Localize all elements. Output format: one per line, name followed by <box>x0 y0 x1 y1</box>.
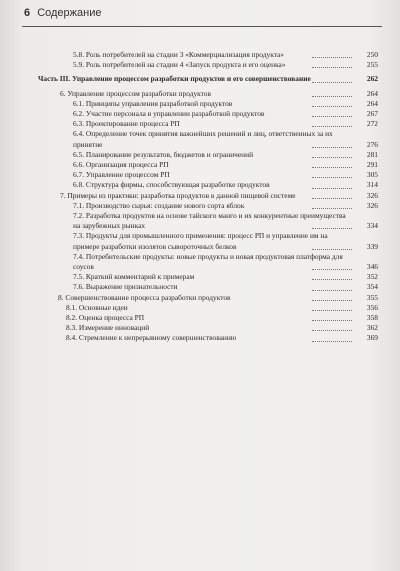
toc-entry-title: 5.8. Роль потребителей на стадии 3 «Коммерциализация продукта» <box>73 50 285 59</box>
toc-entry[interactable] <box>38 323 378 333</box>
toc-entry-page: 255 <box>366 60 378 70</box>
toc-entry-title: 6.8. Структура фирмы, способствующая разработке продуктов <box>73 180 270 190</box>
table-of-contents <box>38 50 378 344</box>
toc-entry-title: 6. Управление процессом разработки продуктов <box>60 88 211 98</box>
toc-entry-title: 7.2. Разработка продуктов на основе тайского манго и их конкурентные преимущества на зарубежных рынках <box>73 211 346 231</box>
toc-leader-dots <box>312 177 352 178</box>
toc-leader-dots <box>312 310 352 311</box>
toc-entry-title: 8. Совершенствование процесса разработки продуктов <box>58 292 231 302</box>
toc-entry[interactable] <box>38 74 378 84</box>
toc-leader-dots <box>312 157 352 158</box>
toc-entry[interactable] <box>38 201 378 211</box>
toc-leader-dots <box>312 249 352 250</box>
toc-entry[interactable] <box>38 252 378 272</box>
toc-entry-title: 7. Примеры из практики: разработка продуктов в данной пищевой системе <box>60 190 296 200</box>
toc-entry[interactable] <box>38 231 378 251</box>
toc-entry[interactable] <box>38 282 378 292</box>
toc-entry-page: 346 <box>366 262 378 272</box>
toc-leader-dots <box>312 116 352 117</box>
toc-entry-title: 6.4. Определение точек принятия важнейших решений и лиц, ответственных за их принятие <box>73 129 333 149</box>
toc-entry[interactable] <box>38 211 378 231</box>
page-header <box>24 7 101 19</box>
toc-leader-dots <box>312 147 352 148</box>
toc-entry-page: 355 <box>366 292 378 302</box>
toc-leader-dots <box>312 300 352 301</box>
toc-entry-title: 7.6. Выражение признательности <box>73 282 178 292</box>
toc-leader-dots <box>312 208 352 209</box>
toc-entry-page: 314 <box>366 180 378 190</box>
toc-leader-dots <box>312 330 352 331</box>
toc-entry-page: 250 <box>366 50 378 59</box>
toc-entry[interactable] <box>38 119 378 129</box>
toc-entry-page: 291 <box>366 160 378 170</box>
toc-entry[interactable] <box>38 60 378 70</box>
toc-leader-dots <box>312 269 352 270</box>
toc-entry-page: 262 <box>366 74 378 84</box>
page-number: 6 <box>24 7 31 19</box>
toc-leader-dots <box>312 96 352 97</box>
toc-entry-title: 7.1. Производство сырья: создание нового сорта яблок <box>73 200 245 210</box>
toc-entry[interactable] <box>38 160 378 170</box>
toc-leader-dots <box>312 67 352 68</box>
toc-entry[interactable] <box>38 180 378 190</box>
toc-leader-dots <box>312 341 352 342</box>
toc-entry-title: 8.1. Основные идеи <box>66 302 128 312</box>
header-rule <box>22 26 382 27</box>
toc-entry-title: 5.9. Роль потребителей на стадии 4 «Запуск продукта и его оценка» <box>73 60 286 70</box>
page-title: Содержание <box>37 7 102 19</box>
toc-leader-dots <box>312 188 352 189</box>
toc-entry-page: 305 <box>366 170 378 180</box>
toc-entry[interactable] <box>38 89 378 99</box>
toc-leader-dots <box>312 126 352 127</box>
toc-entry-title: Часть III. Управление процессом разработки продуктов и его совершенствование <box>38 74 311 84</box>
toc-entry[interactable] <box>38 129 378 149</box>
toc-leader-dots <box>312 167 352 168</box>
toc-entry[interactable] <box>38 293 378 303</box>
toc-entry-title: 6.3. Проектирование процесса РП <box>73 119 180 129</box>
toc-entry-page: 276 <box>366 139 378 149</box>
toc-entry[interactable] <box>38 191 378 201</box>
toc-entry[interactable] <box>38 150 378 160</box>
toc-entry-page: 352 <box>366 272 378 282</box>
toc-entry-title: 7.5. Краткий комментарий к примерам <box>73 272 195 282</box>
toc-entry[interactable] <box>38 50 378 60</box>
toc-entry-page: 362 <box>366 323 378 333</box>
toc-entry[interactable] <box>38 272 378 282</box>
toc-entry-title: 6.7. Управление процессом РП <box>73 170 170 180</box>
toc-entry-title: 6.2. Участие персонала в управлении разработкой продуктов <box>73 109 265 119</box>
toc-entry-title: 7.4. Потребительские продукты: новые продукты и новая продуктовая платформа для соусов <box>73 251 343 272</box>
toc-entry[interactable] <box>38 303 378 313</box>
toc-entry-title: 8.2. Оценка процесса РП <box>66 313 145 323</box>
toc-entry-page: 369 <box>366 333 378 343</box>
toc-entry-title: 7.3. Продукты для промышленного применения: процесс РП и управление им на примере разработки изолятов сывороточных белков <box>73 231 328 251</box>
toc-entry-page: 272 <box>366 119 378 129</box>
toc-entry-page: 354 <box>366 282 378 292</box>
toc-entry[interactable] <box>38 333 378 343</box>
toc-entry[interactable] <box>38 109 378 119</box>
toc-leader-dots <box>312 106 352 107</box>
toc-entry-page: 356 <box>366 302 378 312</box>
toc-entry-title: 8.4. Стремление к непрерывному совершенствованию <box>66 333 237 343</box>
toc-entry-page: 358 <box>366 313 378 323</box>
toc-entry-title: 6.1. Принципы управления разработкой продуктов <box>73 98 233 108</box>
toc-entry-title: 8.3. Измерение инноваций <box>66 323 150 333</box>
toc-entry[interactable] <box>38 313 378 323</box>
toc-leader-dots <box>312 57 352 58</box>
toc-leader-dots <box>312 320 352 321</box>
toc-entry-title: 6.6. Организация процесса РП <box>73 160 169 170</box>
toc-leader-dots <box>312 198 352 199</box>
toc-entry-page: 281 <box>366 149 378 159</box>
toc-entry-title: 6.5. Планирование результатов, бюджетов и ограничений <box>73 149 254 159</box>
toc-entry[interactable] <box>38 170 378 180</box>
toc-entry-page: 264 <box>366 98 378 108</box>
toc-entry-page: 326 <box>366 190 378 200</box>
toc-leader-dots <box>312 82 352 83</box>
toc-leader-dots <box>312 290 352 291</box>
toc-entry-page: 339 <box>366 241 378 251</box>
toc-entry-page: 326 <box>366 200 378 210</box>
toc-entry-page: 334 <box>366 221 378 231</box>
toc-entry-page: 267 <box>366 109 378 119</box>
toc-entry[interactable] <box>38 99 378 109</box>
toc-leader-dots <box>312 279 352 280</box>
toc-leader-dots <box>312 228 352 229</box>
toc-entry-page: 264 <box>366 88 378 98</box>
